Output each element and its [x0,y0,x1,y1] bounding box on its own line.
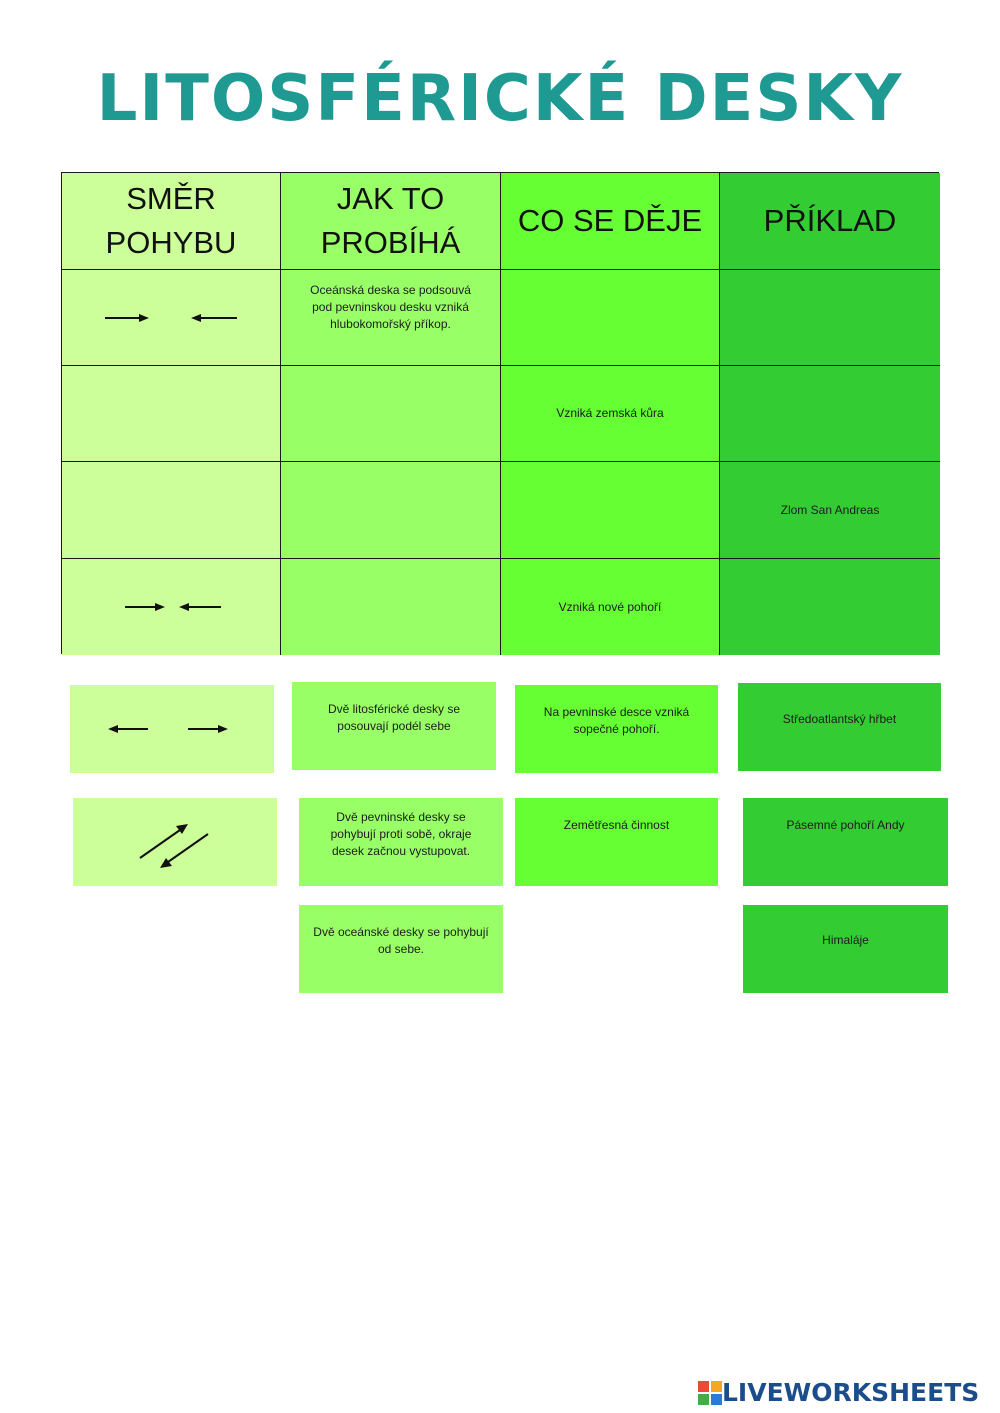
table-cell-r3-priklad: Zlom San Andreas [720,462,940,559]
header-smer-pohybu: SMĚR POHYBU [62,173,281,270]
drag-card-priklad-3[interactable]: Himaláje [743,905,948,993]
logo-text: LIVEWORKSHEETS [722,1378,980,1407]
drop-cell-r2-jak[interactable] [281,366,501,462]
drop-cell-r1-smer[interactable] [62,270,281,366]
drop-cell-r3-smer[interactable] [62,462,281,559]
converging-arrows-icon [101,308,241,328]
table-cell-r2-co: Vzniká zemská kůra [501,366,720,462]
plates-table [61,172,939,654]
drop-cell-r2-priklad[interactable] [720,366,940,462]
page-title: LITOSFÉRICKÉ DESKY [96,62,904,136]
drop-cell-r4-smer[interactable] [62,559,281,655]
live-logo-mark-icon [698,1381,722,1405]
drag-card-jak-3[interactable]: Dvě oceánské desky se pohybují od sebe. [299,905,503,993]
table-cell-r1-jak: Oceánská deska se podsouvá pod pevninskou desku vzniká hlubokomořský příkop. [281,270,501,366]
drop-cell-r3-co[interactable] [501,462,720,559]
drag-card-diverging-arrows[interactable] [70,685,274,773]
converging-arrows-icon [101,597,241,617]
liveworksheets-logo [698,1378,979,1407]
drag-card-parallel-arrows[interactable] [73,798,277,886]
drop-cell-r1-priklad[interactable] [720,270,940,366]
drag-card-jak-1[interactable]: Dvě litosférické desky se posouvají podél sebe [292,682,496,770]
table-cell-r4-co: Vzniká nové pohoří [501,559,720,655]
diverging-arrows-icon [102,719,242,739]
drag-card-co-2[interactable]: Zemětřesná činnost [515,798,718,886]
drop-cell-r3-jak[interactable] [281,462,501,559]
header-jak-to-probiha: JAK TO PROBÍHÁ [281,173,501,270]
drag-card-priklad-1[interactable]: Středoatlantský hřbet [738,683,941,771]
drop-cell-r4-priklad[interactable] [720,559,940,655]
parallel-diagonal-arrows-icon [130,812,220,872]
header-priklad: PŘÍKLAD [720,173,940,270]
drop-cell-r1-co[interactable] [501,270,720,366]
drag-card-priklad-2[interactable]: Pásemné pohoří Andy [743,798,948,886]
drag-card-co-1[interactable]: Na pevninské desce vzniká sopečné pohoří. [515,685,718,773]
drop-cell-r2-smer[interactable] [62,366,281,462]
drag-card-jak-2[interactable]: Dvě pevninské desky se pohybují proti sobě, okraje desek začnou vystupovat. [299,798,503,886]
drop-cell-r4-jak[interactable] [281,559,501,655]
header-co-se-deje: CO SE DĚJE [501,173,720,270]
